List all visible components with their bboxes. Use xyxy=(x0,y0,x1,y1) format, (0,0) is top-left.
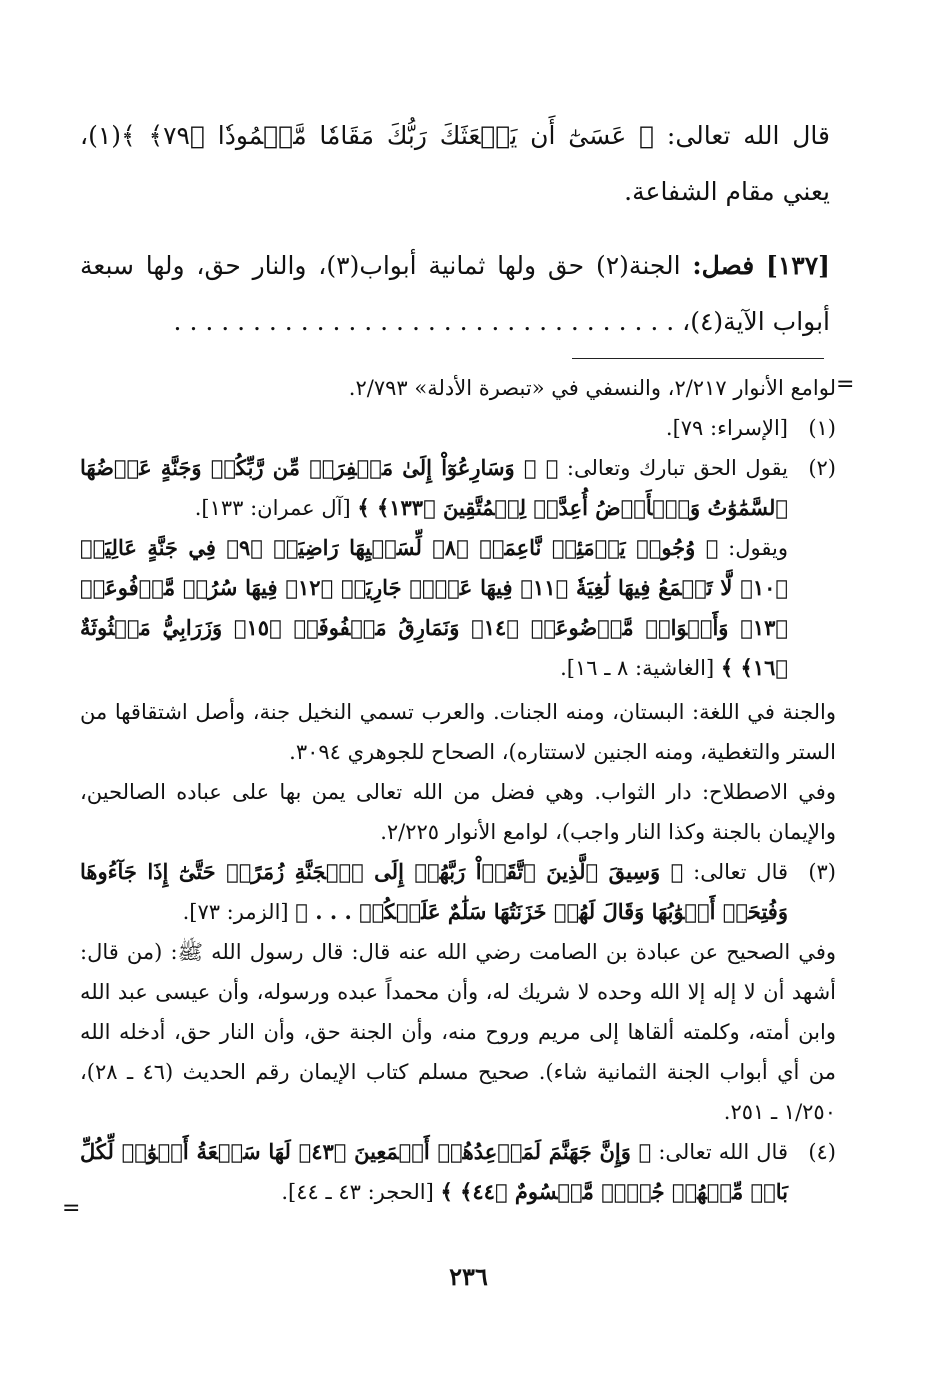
footnote-4-number: (٤) xyxy=(808,1140,836,1164)
footnote-2-number: (٢) xyxy=(808,456,836,480)
footnote-3-hadith-text: وفي الصحيح عن عبادة بن الصامت رضي الله عنه قال: قال رسول الله ﷺ: (من قال: أشهد أن لا إله إلا الله وحده لا شريك له، وأن محمداً عبده ورسوله، وأن عيسى عبد الله وابن أمته، وكلمته ألقاها إلى مريم وروح منه، وأن الجنة حق، وأن النار حق، أدخله الله من أي أبواب الجنة الثمانية شاء). صحيح مسلم كتاب الإيمان رقم الحديث (٤٦ ـ ٢٨)، ١/٢٥٠ ـ ٢٥١. xyxy=(80,940,836,1124)
footnote-3-intro: قال تعالى: xyxy=(693,860,789,884)
quran-verse-az-zumar: ﴿ وَسِيقَ ٱلَّذِينَ ٱتَّقَوۡاْ رَبَّهُمۡ إِلَى ٱلۡجَنَّةِ زُمَرًاۖ حَتَّىٰٓ إِذَا جَآءُوهَا وَفُتِحَتۡ أَبۡوَٰبُهَا وَقَالَ لَهُمۡ خَزَنَتُهَا سَلَٰمٌ عَلَيۡكُمۡ . . . ﴾ xyxy=(80,859,788,924)
main-paragraph-1 xyxy=(80,108,830,220)
footnote-4 xyxy=(80,1132,836,1212)
footnote-2-intro: يقول الحق تبارك وتعالى: xyxy=(566,456,788,480)
footnote-3 xyxy=(80,852,836,932)
quran-verse-al-ghashiya: ﴿ وُجُوهٞ يَوۡمَئِذٖ نَّاعِمَةٞ ﴿٨﴾ لِّسَعۡيِهَا رَاضِيَةٞ ﴿٩﴾ فِي جَنَّةٍ عَالِيَةٖ ﴿١٠﴾ لَّا تَسۡمَعُ فِيهَا لَٰغِيَةٗ ﴿١١﴾ فِيهَا عَيۡنٞ جَارِيَةٞ ﴿١٢﴾ فِيهَا سُرُرٞ مَّرۡفُوعَةٞ ﴿١٣﴾ وَأَكۡوَابٞ مَّوۡضُوعَةٞ ﴿١٤﴾ وَنَمَارِقُ مَصۡفُوفَةٞ ﴿١٥﴾ وَزَرَابِيُّ مَبۡثُوثَةٌ ﴿١٦﴾ ﴾ xyxy=(80,535,789,680)
quran-reference: [آل عمران: ١٣٣]. xyxy=(194,496,351,520)
footnote-3-hadith xyxy=(80,932,836,1132)
quran-reference: [الحجر: ٤٣ ـ ٤٤]. xyxy=(281,1180,434,1204)
footnote-1 xyxy=(80,408,836,448)
main-paragraph-2-text: الجنة(٢) حق ولها ثمانية أبواب(٣)، والنار حق، ولها سبعة أبواب الآية(٤)، xyxy=(80,251,830,336)
footnote-2-terminology xyxy=(80,772,836,852)
footnote-3-number: (٣) xyxy=(808,860,836,884)
quran-reference: [الزمر: ٧٣]. xyxy=(182,900,289,924)
main-paragraph-2 xyxy=(80,238,830,350)
quran-reference: [الغاشية: ٨ ـ ١٦]. xyxy=(560,656,715,680)
section-number: [١٣٧] xyxy=(766,251,830,280)
continuation-marker-top: = xyxy=(836,372,855,397)
footnotes xyxy=(80,368,836,1212)
footnote-2-terminology-text: وفي الاصطلاح: دار الثواب. وهي فضل من الله تعالى يمن بها على عباده الصالحين، والإيمان بالجنة وكذا النار واجب)، لوامع الأنوار ٢/٢٢٥. xyxy=(80,780,836,844)
main-paragraph-1-text: قال الله تعالى: ﴿ عَسَىٰٓ أَن يَبۡعَثَكَ رَبُّكَ مَقَامٗا مَّحۡمُودٗا ﴿٧٩﴾ ﴾(١)، يعني مقام الشفاعة. xyxy=(80,121,830,206)
footnote-4-intro: قال الله تعالى: xyxy=(658,1140,788,1164)
ellipsis-dots: . . . . . . . . . . . . . . . . . . . . . . . . . . . . . . . . xyxy=(173,307,675,336)
footnote-separator xyxy=(572,358,824,359)
quran-verse-al-hijr: ﴿ وَإِنَّ جَهَنَّمَ لَمَوۡعِدُهُمۡ أَجۡمَعِينَ ﴿٤٣﴾ لَهَا سَبۡعَةُ أَبۡوَٰبٖ لِّكُلِّ بَابٖ مِّنۡهُمۡ جُزۡءٞ مَّقۡسُومٌ ﴿٤٤﴾ ﴾ xyxy=(80,1139,788,1204)
footnote-2-intro-2: ويقول: xyxy=(728,536,788,560)
footnote-1-number: (١) xyxy=(808,416,836,440)
footnote-continuation xyxy=(80,368,836,408)
quran-verse-al-imran: ﴿ ۞ وَسَارِعُوٓاْ إِلَىٰ مَغۡفِرَةٖ مِّن رَّبِّكُمۡ وَجَنَّةٍ عَرۡضُهَا ٱلسَّمَٰوَٰتُ وَٱلۡأَرۡضُ أُعِدَّتۡ لِلۡمُتَّقِينَ ﴿١٣٣﴾ ﴾ xyxy=(80,455,788,520)
footnote-2-language-text: والجنة في اللغة: البستان، ومنه الجنات. والعرب تسمي النخيل جنة، وأصل اشتقاقها من الستر والتغطية، ومنه الجنين لاستتاره)، الصحاح للجوهري ٣٠٩٤. xyxy=(80,700,836,764)
section-label: فصل: xyxy=(692,251,755,280)
footnote-2 xyxy=(80,448,836,688)
footnote-1-text: [الإسراء: ٧٩]. xyxy=(665,416,788,440)
footnote-2-language xyxy=(80,692,836,772)
page-number: ٢٣٦ xyxy=(449,1262,488,1291)
continuation-marker-bottom: = xyxy=(62,1196,81,1221)
footnote-continuation-text: لوامع الأنوار ٢/٢١٧، والنسفي في «تبصرة الأدلة» ٢/٧٩٣. xyxy=(348,376,836,400)
